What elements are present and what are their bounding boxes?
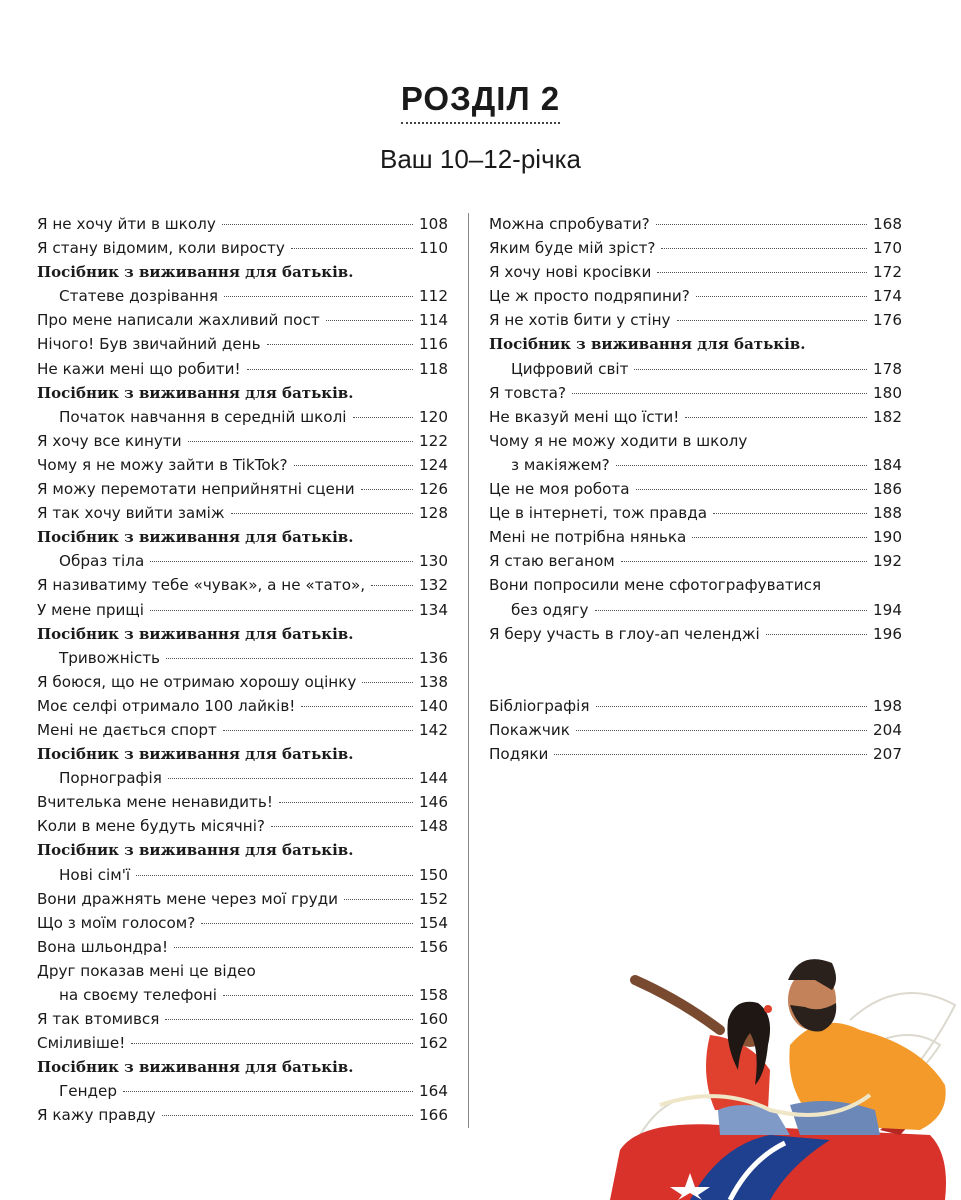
toc-entry-title: Я так хочу вийти заміж <box>37 504 225 523</box>
toc-entry[interactable] <box>37 1007 448 1031</box>
toc-entry[interactable] <box>37 887 448 911</box>
toc-entry[interactable] <box>37 573 448 597</box>
dot-leader <box>596 706 868 707</box>
dot-leader <box>595 610 867 611</box>
toc-entry[interactable] <box>489 525 902 549</box>
dot-leader <box>766 634 867 635</box>
toc-entry[interactable] <box>37 863 448 887</box>
toc-entry-title: Не вказуй мені що їсти! <box>489 407 680 426</box>
toc-entry[interactable] <box>489 622 902 646</box>
toc-entry-title: Бібліографія <box>489 697 590 715</box>
toc-page-number: 152 <box>419 889 448 908</box>
toc-entry-title: Покажчик <box>489 721 570 740</box>
toc-page-number: 178 <box>873 359 902 378</box>
toc-page-number: 170 <box>873 239 902 258</box>
toc-entry[interactable] <box>489 549 902 573</box>
toc-entry[interactable] <box>37 911 448 935</box>
toc-left-column <box>37 212 448 1128</box>
dot-leader <box>371 585 413 586</box>
toc-entry-title-line: Вони попросили мене сфотографуватися <box>489 576 822 595</box>
toc-entry-title: Цифровий світ <box>511 359 629 378</box>
toc-entry-title-line: Чому я не можу ходити в школу <box>489 431 748 450</box>
dot-leader <box>301 706 413 707</box>
toc-section-heading: Посібник з виживання для батьків. <box>37 1058 354 1077</box>
toc-entry[interactable] <box>37 766 448 790</box>
toc-entry-title: Коли в мене будуть місячні? <box>37 817 265 836</box>
dot-leader <box>231 513 413 514</box>
toc-entry-title: Я не хотів бити у стіну <box>489 311 671 330</box>
toc-page-number: 134 <box>419 600 448 619</box>
toc-entry[interactable] <box>489 718 902 742</box>
toc-entry-title: Я стаю веганом <box>489 552 615 571</box>
toc-entry[interactable] <box>37 1031 448 1055</box>
toc-page-number: 108 <box>419 215 448 233</box>
dot-leader <box>162 1115 413 1116</box>
toc-entry[interactable] <box>37 814 448 838</box>
toc-entry[interactable] <box>37 694 448 718</box>
toc-entry[interactable] <box>37 718 448 742</box>
toc-entry[interactable] <box>37 670 448 694</box>
toc-entry[interactable] <box>37 357 448 381</box>
toc-page-number: 156 <box>419 937 448 956</box>
toc-entry-title: Я можу перемотати неприйнятні сцени <box>37 480 355 499</box>
toc-page-number: 196 <box>873 624 902 643</box>
dot-leader <box>136 875 413 876</box>
toc-entry[interactable] <box>37 212 448 236</box>
toc-entry-title: Нові сім'ї <box>59 865 131 884</box>
toc-entry-title: Мені не потрібна нянька <box>489 528 687 547</box>
toc-entry[interactable] <box>489 236 902 260</box>
toc-page-number: 207 <box>873 745 902 764</box>
toc-entry-title: Нічого! Був звичайний день <box>37 335 261 354</box>
dot-leader <box>291 248 413 249</box>
toc-page-number: 110 <box>419 239 448 258</box>
toc-section-heading: Посібник з виживання для батьків. <box>37 263 354 282</box>
toc-entry[interactable] <box>489 477 902 501</box>
toc-entry-title: Гендер <box>59 1082 118 1101</box>
toc-entry[interactable] <box>489 212 902 236</box>
toc-section-heading: Посібник з виживання для батьків. <box>37 841 354 860</box>
toc-entry-title: Що з моїм голосом? <box>37 913 196 932</box>
toc-entry-title: Сміливіше! <box>37 1034 126 1053</box>
toc-page-number: 176 <box>873 311 902 330</box>
toc-entry[interactable] <box>37 405 448 429</box>
toc-page-number: 142 <box>419 720 448 739</box>
toc-entry[interactable] <box>37 790 448 814</box>
toc-entry-title: Я хочу нові кросівки <box>489 263 652 282</box>
toc-entry[interactable] <box>37 332 448 356</box>
toc-entry[interactable] <box>37 477 448 501</box>
dot-leader <box>247 369 413 370</box>
dot-leader <box>267 344 413 345</box>
toc-section-heading: Посібник з виживання для батьків. <box>37 745 354 764</box>
toc-entry-title: на своєму телефоні <box>59 986 217 1004</box>
dot-leader <box>353 417 413 418</box>
toc-entry-title: Я стану відомим, коли виросту <box>37 239 285 258</box>
dot-leader <box>326 320 413 321</box>
chapter-title: РОЗДІЛ 2 <box>401 80 560 124</box>
toc-page-number: 148 <box>419 817 448 836</box>
toc-page-number: 184 <box>873 455 902 474</box>
toc-entry-title: Статеве дозрівання <box>59 287 219 306</box>
toc-section-heading: Посібник з виживання для батьків. <box>37 383 354 402</box>
dot-leader <box>696 296 867 297</box>
dot-leader <box>572 393 867 394</box>
dot-leader <box>166 658 413 659</box>
toc-page-number: 192 <box>873 552 902 571</box>
toc-entry[interactable] <box>489 284 902 308</box>
dot-leader <box>294 465 413 466</box>
dot-leader <box>344 899 413 900</box>
toc-entry-title: Тривожність <box>59 648 161 667</box>
toc-page-number: 114 <box>419 311 448 330</box>
toc-entry[interactable] <box>37 935 448 959</box>
dot-leader <box>621 561 867 562</box>
toc-entry[interactable] <box>37 501 448 525</box>
toc-entry-title: без одягу <box>511 600 589 619</box>
toc-entry-title: У мене прищі <box>37 600 144 619</box>
toc-page-number: 154 <box>419 913 448 932</box>
dot-leader <box>362 682 413 683</box>
toc-page-number: 166 <box>419 1106 448 1125</box>
toc-entry-title: Можна спробувати? <box>489 215 650 233</box>
toc-page-number: 126 <box>419 480 448 499</box>
toc-section-heading: Посібник з виживання для батьків. <box>37 624 354 643</box>
toc-entry[interactable] <box>489 598 902 622</box>
toc-page-number: 122 <box>419 431 448 450</box>
toc-entry-title: Чому я не можу зайти в TikTok? <box>37 455 288 474</box>
dot-leader <box>150 561 413 562</box>
toc-page-number: 118 <box>419 359 448 378</box>
dot-leader <box>223 730 413 731</box>
toc-page-number: 124 <box>419 455 448 474</box>
toc-entry-title: Не кажи мені що робити! <box>37 359 241 378</box>
toc-page-number: 128 <box>419 504 448 523</box>
dot-leader <box>165 1019 413 1020</box>
dot-leader <box>131 1043 413 1044</box>
dot-leader <box>201 923 413 924</box>
toc-entry-title: Я беру участь в глоу-ап челенджі <box>489 624 760 643</box>
toc-page-number: 160 <box>419 1010 448 1029</box>
dot-leader <box>677 320 867 321</box>
chapter-subtitle: Ваш 10–12-річка <box>379 144 582 174</box>
toc-entry-title: Я не хочу йти в школу <box>37 215 216 233</box>
toc-entry-title: Вони дражнять мене через мої груди <box>37 889 339 908</box>
toc-entry[interactable] <box>489 357 902 381</box>
dot-leader <box>150 610 413 611</box>
dot-leader <box>656 224 867 225</box>
toc-page-number: 150 <box>419 865 448 884</box>
toc-entry-title: Це в інтернеті, тож правда <box>489 504 708 523</box>
toc-page-number: 168 <box>873 215 902 233</box>
toc-section-heading: Посібник з виживання для батьків. <box>37 528 354 547</box>
parent-child-illustration <box>600 935 961 1200</box>
toc-entry-title: Я хочу все кинути <box>37 431 182 450</box>
toc-entry[interactable] <box>37 1103 448 1127</box>
toc-back-matter <box>489 694 902 766</box>
toc-page-number: 186 <box>873 480 902 499</box>
toc-entry[interactable] <box>37 598 448 622</box>
dot-leader <box>616 465 867 466</box>
toc-entry[interactable] <box>489 381 902 405</box>
toc-entry-title-line: Друг показав мені це відео <box>37 961 256 980</box>
toc-entry[interactable] <box>37 308 448 332</box>
toc-entry-title: Це ж просто подряпини? <box>489 287 690 306</box>
toc-page-number: 194 <box>873 600 902 619</box>
toc-entry[interactable] <box>37 453 448 477</box>
toc-page-number: 130 <box>419 552 448 571</box>
toc-page-number: 182 <box>873 407 902 426</box>
toc-entry-title: Я боюся, що не отримаю хорошу оцінку <box>37 672 357 691</box>
toc-page-number: 140 <box>419 696 448 715</box>
toc-entry[interactable] <box>489 742 902 766</box>
toc-entry-title: Про мене написали жахливий пост <box>37 311 320 330</box>
dot-leader <box>271 826 413 827</box>
toc-page-number: 190 <box>873 528 902 547</box>
toc-page-number: 198 <box>873 697 902 715</box>
toc-entry[interactable] <box>37 284 448 308</box>
toc-entry-title: Вона шльондра! <box>37 937 169 956</box>
toc-entry[interactable] <box>37 236 448 260</box>
dot-leader <box>224 296 413 297</box>
toc-entry[interactable] <box>489 453 902 477</box>
dot-leader <box>188 441 413 442</box>
dot-leader <box>123 1091 413 1092</box>
toc-page-number: 164 <box>419 1082 448 1101</box>
toc-page-number: 204 <box>873 721 902 740</box>
toc-entry-title: Порнографія <box>59 769 162 788</box>
toc-entry[interactable] <box>489 260 902 284</box>
dot-leader <box>661 248 867 249</box>
toc-entry-title: Мені не дається спорт <box>37 720 217 739</box>
dot-leader <box>168 778 413 779</box>
toc-entry-title: Образ тіла <box>59 552 145 571</box>
toc-page-number: 116 <box>419 335 448 354</box>
toc-entry[interactable] <box>489 694 902 718</box>
toc-page-number: 188 <box>873 504 902 523</box>
toc-entry[interactable] <box>37 983 448 1007</box>
toc-page-number: 132 <box>419 576 448 595</box>
toc-entry[interactable] <box>37 646 448 670</box>
toc-entry-title: Подяки <box>489 745 549 764</box>
toc-page-number: 172 <box>873 263 902 282</box>
toc-entry-title: з макіяжем? <box>511 455 610 474</box>
toc-entry-title: Початок навчання в середній школі <box>59 407 347 426</box>
toc-entry-title: Вчителька мене ненавидить! <box>37 793 273 812</box>
dot-leader <box>554 754 867 755</box>
toc-entry[interactable] <box>489 308 902 332</box>
toc-entry[interactable] <box>489 501 902 525</box>
toc-entry[interactable] <box>37 429 448 453</box>
dot-leader <box>361 489 413 490</box>
toc-page-number: 158 <box>419 986 448 1004</box>
dot-leader <box>576 730 867 731</box>
toc-entry[interactable] <box>489 405 902 429</box>
toc-entry-title: Яким буде мій зріст? <box>489 239 656 258</box>
toc-entry[interactable] <box>37 549 448 573</box>
toc-page-number: 144 <box>419 769 448 788</box>
dot-leader <box>685 417 867 418</box>
toc-entry-title: Я називатиму тебе «чувак», а не «тато», <box>37 576 366 595</box>
toc-right-column <box>489 212 902 646</box>
toc-page-number: 112 <box>419 287 448 306</box>
dot-leader <box>657 272 867 273</box>
toc-page-number: 162 <box>419 1034 448 1053</box>
toc-page-number: 138 <box>419 672 448 691</box>
toc-page-number: 180 <box>873 383 902 402</box>
toc-page-number: 120 <box>419 407 448 426</box>
dot-leader <box>713 513 867 514</box>
toc-page-number: 174 <box>873 287 902 306</box>
dot-leader <box>634 369 867 370</box>
toc-entry-title: Це не моя робота <box>489 480 630 499</box>
chapter-header <box>0 80 961 175</box>
dot-leader <box>692 537 867 538</box>
column-divider <box>468 213 469 1128</box>
toc-page-number: 136 <box>419 648 448 667</box>
dot-leader <box>636 489 867 490</box>
toc-section-heading: Посібник з виживання для батьків. <box>489 335 806 354</box>
toc-entry[interactable] <box>37 1079 448 1103</box>
dot-leader <box>223 995 413 996</box>
toc-page-number: 146 <box>419 793 448 812</box>
dot-leader <box>279 802 413 803</box>
toc-entry-title: Моє селфі отримало 100 лайків! <box>37 696 296 715</box>
dot-leader <box>222 224 413 225</box>
toc-entry-title: Я так втомився <box>37 1010 160 1029</box>
toc-entry-title: Я товста? <box>489 383 567 402</box>
dot-leader <box>174 947 413 948</box>
toc-entry-title: Я кажу правду <box>37 1106 156 1125</box>
